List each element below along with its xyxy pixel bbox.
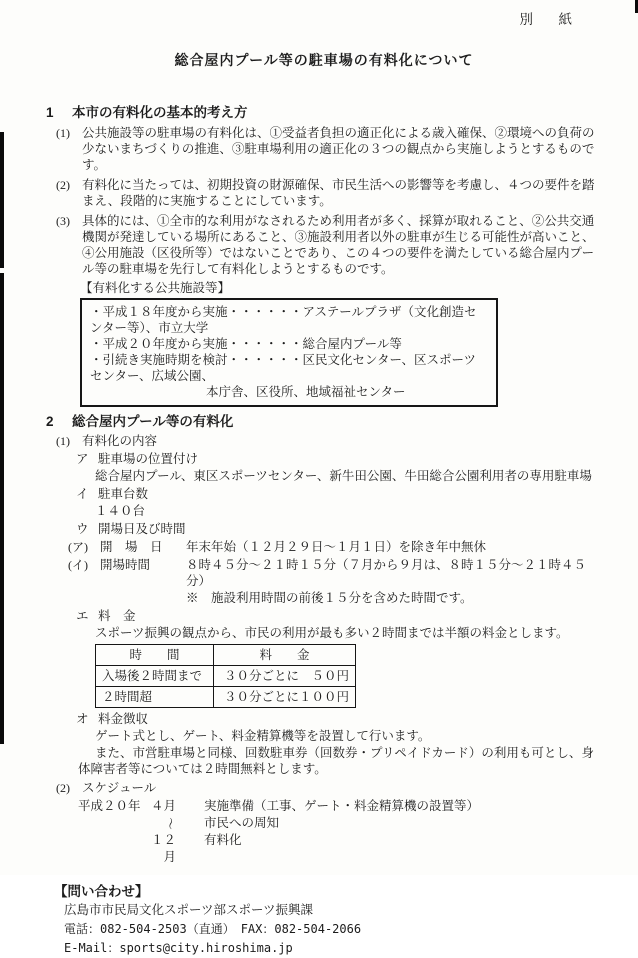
paragraph-2: [46, 177, 602, 209]
fee-table-cell-time: 入場後２時間まで: [96, 666, 214, 687]
open-hours-text: ８時４５分～２１時１５分（７月から９月は、８時１５分～２１時４５分）: [186, 558, 587, 588]
schedule-block: [78, 798, 602, 866]
table-row: [96, 687, 356, 708]
fee-intro: スポーツ振興の観点から、市民の利用が最も多い２時間までは半額の料金とします。: [95, 626, 569, 640]
item-o-fee-collection: [46, 711, 602, 727]
paragraph-marker: (1): [56, 126, 70, 140]
item-u-marker: ウ: [76, 522, 89, 536]
open-hours-label: 開場時間: [100, 558, 151, 572]
schedule-text: 有料化: [204, 833, 242, 847]
fee-table: [95, 644, 356, 708]
item-i-parking-capacity: [46, 486, 602, 502]
fee-table-cell-time: ２時間超: [96, 687, 214, 708]
fee-table-header-row: [96, 645, 356, 666]
paragraph-marker: (2): [56, 178, 70, 192]
corner-label: 別 紙: [519, 12, 578, 27]
item-u-heading: 開場日及び時間: [98, 522, 186, 536]
open-hours-marker: (イ): [68, 558, 88, 572]
open-day-label: 開 場 日: [100, 540, 163, 554]
fee-table-header-fee: 料 金: [214, 645, 356, 666]
item-e-fees: [46, 608, 602, 624]
paragraph-text: 有料化に当たっては、初期投資の財源確保、市民生活への影響等を考慮し、４つの要件を踏まえ、段階的に実施することにしています。: [82, 178, 595, 208]
paragraph-text: 具体的には、①全市的な利用がなされるため利用者が多く、採算が取れること、②公共交通機関が発達している場所にあること、③施設利用者以外の駐車が生じる可能性が高いこと、④公用施設（区役所等）ではないことであり、この４つの要件を満たしている総合屋内プール等の駐車場を先行して有料化しようとするものです。: [82, 214, 595, 276]
contact-phone-fax: 電話：082-504-2503（直通） FAX：082-504-2066: [64, 922, 362, 936]
facilities-box: [80, 298, 498, 407]
schedule-year: 平成２０年: [78, 799, 141, 813]
item-i-heading: 駐車台数: [98, 487, 149, 501]
schedule-month: ４月: [150, 799, 176, 813]
range-brace-glyph: 〜: [163, 817, 178, 830]
item-a-marker: ア: [76, 452, 89, 466]
schedule-year: [78, 815, 142, 832]
schedule-text: 実施準備（工事、ゲート・料金精算機の設置等）: [204, 799, 480, 813]
contact-heading: 【問い合わせ】: [54, 884, 149, 899]
paragraph-marker: (3): [56, 214, 70, 228]
contact-department: 広島市市民局文化スポーツ部スポーツ振興課: [64, 903, 314, 917]
schedule-marker: (2): [56, 781, 70, 795]
fee-table-cell-fee: ３０分ごとに１００円: [214, 687, 356, 708]
schedule-text: 市民への周知: [204, 816, 280, 830]
paragraph-text: 公共施設等の駐車場の有料化は、①受益者負担の適正化による歳入確保、②環境への負荷の少ないまちづくりの推進、③駐車場利用の適正化の３つの観点から実施しようとするものです。: [82, 126, 595, 172]
paragraph-1: [46, 125, 602, 173]
schedule-row: [78, 798, 602, 815]
section-2-number: 2: [46, 414, 54, 429]
schedule-row: [78, 832, 602, 866]
facilities-box-line: ・平成２０年度から実施・・・・・・総合屋内プール等: [90, 337, 402, 351]
facilities-box-line: ・引続き実施時期を検討・・・・・・区民文化センター、区スポーツセンター、広域公園、: [90, 353, 477, 383]
facilities-box-line: ・平成１８年度から実施・・・・・・アステールプラザ（文化創造センター等）、市立大学: [90, 305, 477, 335]
schedule-year: [78, 832, 142, 866]
fee-collection-paragraph: ゲート式とし、ゲート、料金精算機等を設置して行います。: [95, 729, 431, 743]
sub-heading-schedule: [46, 780, 602, 796]
sub-heading-marker: (1): [56, 434, 70, 448]
item-o-heading: 料金徴収: [98, 712, 149, 726]
section-2-heading: [46, 413, 602, 430]
open-hours-note: ※ 施設利用時間の前後１５分を含めた時間です。: [186, 591, 473, 605]
sub-heading-text: 有料化の内容: [82, 434, 158, 448]
schedule-row: [78, 815, 602, 832]
open-day-text: 年末年始（１２月２９日～１月１日）を除き年中無休: [186, 540, 487, 554]
item-u-open-days-hours: [46, 521, 602, 537]
document-title: 総合屋内プール等の駐車場の有料化について: [174, 52, 474, 68]
fee-table-cell-fee: ３０分ごとに ５０円: [214, 666, 356, 687]
open-hours-row: [68, 557, 602, 589]
paragraph-3: [46, 213, 602, 277]
schedule-month: １２月: [150, 833, 176, 864]
item-a-heading: 駐車場の位置付け: [98, 452, 199, 466]
fee-table-header-time: 時 間: [96, 645, 214, 666]
contact-block: [54, 882, 602, 958]
item-i-body: １４０台: [95, 504, 146, 518]
item-o-marker: オ: [76, 712, 89, 726]
facilities-box-line: 本庁舎、区役所、地域福祉センター: [206, 385, 406, 399]
section-1-number: 1: [46, 105, 54, 120]
table-row: [96, 666, 356, 687]
open-day-row: [68, 539, 602, 555]
fee-collection-paragraph: また、市営駐車場と同様、回数駐車券（回数券・プリペイドカード）の利用も可とし、身体障害者等については２時間無料とします。: [78, 746, 594, 776]
item-a-body: 総合屋内プール、東区スポーツセンター、新牛田公園、牛田総合公園利用者の専用駐車場: [95, 469, 592, 483]
schedule-brace: [142, 815, 176, 832]
section-1-heading-text: 本市の有料化の基本的考え方: [72, 105, 248, 120]
contact-email: E-Mail：sports@city.hiroshima.jp: [64, 941, 293, 955]
facilities-box-title: 【有料化する公共施設等】: [80, 281, 231, 295]
section-1-heading: [46, 104, 602, 121]
item-a-parking-positioning: [46, 451, 602, 467]
item-i-marker: イ: [76, 487, 89, 501]
item-e-marker: エ: [76, 609, 89, 623]
item-e-heading: 料 金: [98, 609, 136, 623]
sub-heading-contents: [46, 433, 602, 449]
schedule-heading-text: スケジュール: [82, 781, 157, 795]
open-day-marker: (ア): [68, 540, 88, 554]
section-2-heading-text: 総合屋内プール等の有料化: [72, 414, 234, 429]
